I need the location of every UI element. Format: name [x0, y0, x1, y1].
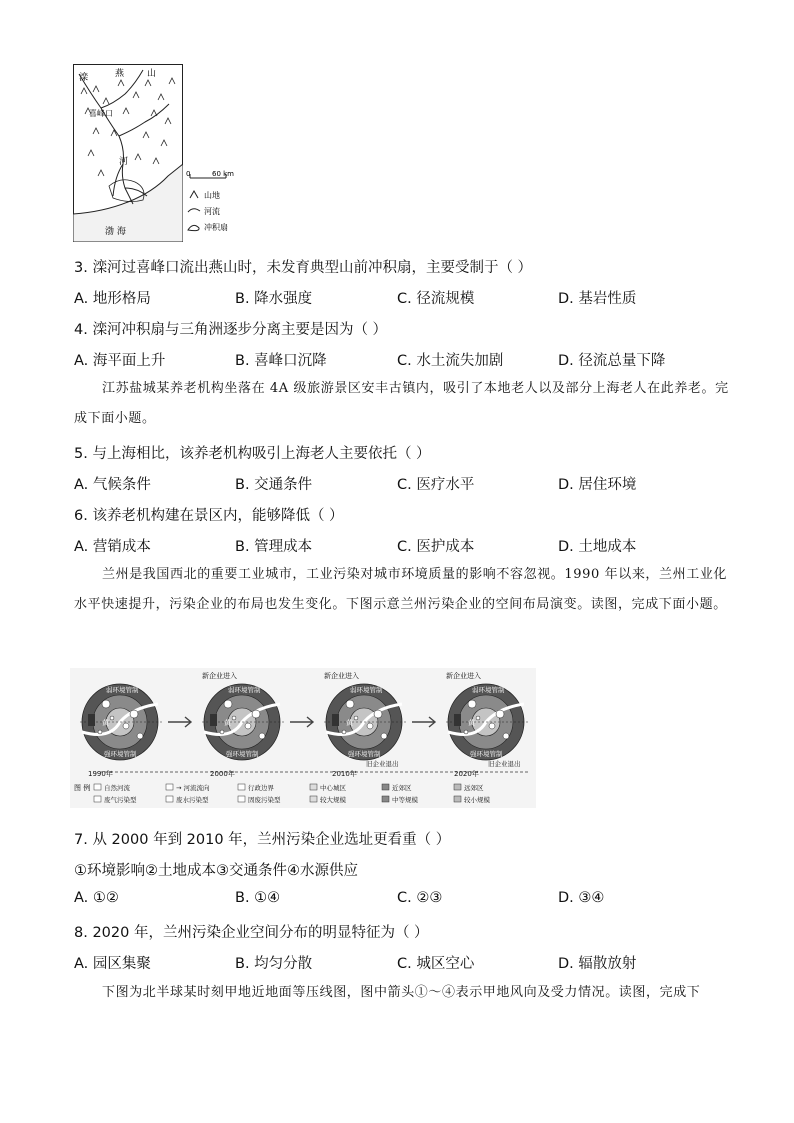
mountain-icon [190, 191, 198, 198]
map-label-bohai: 渤 海 [105, 227, 126, 237]
legend-label-mountain: 山地 [204, 191, 220, 200]
legend-item-label: 远郊区 [464, 784, 484, 792]
enterprise-marker [374, 710, 382, 718]
map-label-xifengkou: 喜峰口 [89, 109, 113, 118]
scale-zero: 0 [186, 170, 191, 178]
question-5-stem: 5. 与上海相比，该养老机构吸引上海老人主要依托（ ） [74, 446, 431, 462]
exhaust-enterprise-block [210, 714, 217, 726]
exhaust-enterprise-block [454, 714, 461, 726]
passage-lanzhou: 兰州是我国西北的重要工业城市，工业污染对城市环境质量的影响不容忽视。1990 年以来，兰州工业化水平快速提升，污染企业的布局也发生变化。下图示意兰州污染企业的空间布局演变。读图，完成下面小题。 [74, 567, 728, 612]
q5-option-a[interactable]: A. 气候条件 [74, 477, 151, 493]
weak-regulation-label: 弱环境管制 [350, 686, 383, 694]
enterprise-marker [110, 716, 114, 720]
diagram-legend-title: 图 例 [74, 784, 91, 792]
map-label-he: 河 [119, 157, 129, 167]
q5-option-c[interactable]: C. 医疗水平 [397, 477, 475, 493]
lanzhou-pollution-layout-diagram [70, 668, 536, 808]
passage-jiangsu: 江苏盐城某养老机构坐落在 4A 级旅游景区安丰古镇内，吸引了本地老人以及部分上海老人在此养老。完成下面小题。 [74, 381, 729, 426]
legend-swatch [238, 796, 245, 802]
q8-option-a[interactable]: A. 园区集聚 [74, 956, 151, 972]
legend-item-label: 近郊区 [392, 784, 412, 792]
map-label-yan: 燕 [115, 69, 125, 79]
q4-option-b[interactable]: B. 喜峰口沉降 [235, 353, 327, 369]
river-icon [188, 209, 200, 212]
legend-item-label: 行政边界 [248, 784, 274, 792]
map-label-luan: 滦 [79, 73, 89, 83]
legend-swatch [382, 796, 389, 802]
legend-swatch [94, 796, 101, 802]
exhaust-enterprise-block [332, 714, 339, 726]
enterprise-marker [130, 710, 138, 718]
q6-option-a[interactable]: A. 营销成本 [74, 539, 151, 555]
river-label: 黄 [224, 719, 231, 727]
question-7-stem: 7. 从 2000 年到 2010 年，兰州污染企业选址更看重（ ） [74, 832, 451, 848]
q8-option-d[interactable]: D. 辐散放射 [558, 956, 637, 972]
enterprise-marker [123, 723, 129, 729]
old-enterprise-exit-label: 旧企业退出 [488, 760, 521, 768]
strong-regulation-label: 强环境管制 [226, 750, 259, 758]
enterprise-marker [496, 710, 504, 718]
q3-option-c[interactable]: C. 径流规模 [397, 291, 475, 307]
q3-option-b[interactable]: B. 降水强度 [235, 291, 313, 307]
enterprise-marker [381, 733, 387, 739]
question-6-stem: 6. 该养老机构建在景区内，能够降低（ ） [74, 508, 344, 524]
river-label: 黄 [102, 719, 109, 727]
q5-option-b[interactable]: B. 交通条件 [235, 477, 313, 493]
legend-item-label: 固废污染型 [248, 796, 281, 804]
enterprise-marker [232, 716, 236, 720]
map-legend [186, 168, 246, 240]
enterprise-marker [98, 730, 102, 734]
enterprise-marker [245, 723, 251, 729]
legend-item-label: → 河流流向 [176, 784, 210, 792]
q6-option-c[interactable]: C. 医护成本 [397, 539, 475, 555]
enterprise-marker [468, 700, 476, 708]
stage-year-label: 2020年 [454, 770, 479, 778]
legend-swatch [382, 784, 389, 790]
enterprise-marker [259, 733, 265, 739]
new-enterprise-label: 新企业进入 [202, 672, 237, 680]
q5-option-d[interactable]: D. 居住环境 [558, 477, 637, 493]
q6-option-b[interactable]: B. 管理成本 [235, 539, 313, 555]
legend-swatch [310, 796, 317, 802]
q7-option-a[interactable]: A. ①② [74, 890, 119, 906]
legend-swatch [166, 784, 173, 790]
q6-option-d[interactable]: D. 土地成本 [558, 539, 637, 555]
map-label-shan: 山 [147, 69, 157, 79]
exhaust-enterprise-block [88, 714, 95, 726]
new-enterprise-label: 新企业进入 [324, 672, 359, 680]
weak-regulation-label: 弱环境管制 [106, 686, 139, 694]
scale-distance: 60 km [212, 170, 235, 178]
new-enterprise-label: 新企业进入 [446, 672, 481, 680]
legend-swatch [454, 784, 461, 790]
enterprise-marker [102, 700, 110, 708]
question-3-stem: 3. 滦河过喜峰口流出燕山时，未发育典型山前冲积扇，主要受制于（ ） [74, 260, 533, 276]
q7-option-c[interactable]: C. ②③ [397, 890, 443, 906]
enterprise-marker [346, 700, 354, 708]
q3-option-a[interactable]: A. 地形格局 [74, 291, 151, 307]
old-enterprise-exit-label: 旧企业退出 [366, 760, 399, 768]
q4-option-c[interactable]: C. 水土流失加剧 [397, 353, 504, 369]
enterprise-marker [503, 733, 509, 739]
enterprise-marker [367, 723, 373, 729]
legend-item-label: 较小规模 [464, 796, 490, 804]
stage-year-label: 2000年 [210, 770, 235, 778]
enterprise-marker [464, 730, 468, 734]
legend-label-river: 河流 [204, 207, 220, 216]
question-7-sub: ①环境影响②土地成本③交通条件④水源供应 [74, 863, 358, 879]
river-label: 黄 [468, 719, 475, 727]
legend-swatch [166, 796, 173, 802]
enterprise-marker [220, 730, 224, 734]
enterprise-marker [137, 733, 143, 739]
legend-item-label: 废水污染型 [176, 796, 209, 804]
enterprise-marker [476, 716, 480, 720]
q7-option-d[interactable]: D. ③④ [558, 890, 605, 906]
q8-option-c[interactable]: C. 城区空心 [397, 956, 475, 972]
luanhe-map-figure [73, 64, 183, 242]
legend-swatch [238, 784, 245, 790]
weak-regulation-label: 弱环境管制 [472, 686, 505, 694]
legend-swatch [310, 784, 317, 790]
legend-item-label: 废气污染型 [104, 796, 137, 804]
enterprise-marker [224, 700, 232, 708]
weak-regulation-label: 弱环境管制 [228, 686, 261, 694]
enterprise-marker [342, 730, 346, 734]
strong-regulation-label: 强环境管制 [470, 750, 503, 758]
q3-option-d[interactable]: D. 基岩性质 [558, 291, 637, 307]
passage-isobar: 下图为北半球某时刻甲地近地面等压线图，图中箭头①～④表示甲地风向及受力情况。读图，完成下 [102, 985, 701, 1000]
enterprise-marker [252, 710, 260, 718]
stage-year-label: 1990年 [88, 770, 113, 778]
stage-year-label: 2010年 [332, 770, 357, 778]
legend-item-label: 中心城区 [320, 784, 346, 792]
question-8-stem: 8. 2020 年，兰州污染企业空间分布的明显特征为（ ） [74, 925, 429, 941]
legend-item-label: 自然河流 [104, 784, 130, 792]
enterprise-marker [489, 723, 495, 729]
strong-regulation-label: 强环境管制 [348, 750, 381, 758]
q4-option-a[interactable]: A. 海平面上升 [74, 353, 166, 369]
legend-item-label: 中等规模 [392, 796, 418, 804]
alluvial-fan-icon [188, 225, 199, 230]
legend-swatch [454, 796, 461, 802]
legend-swatch [94, 784, 101, 790]
enterprise-marker [354, 716, 358, 720]
river-label: 黄 [346, 719, 353, 727]
q8-option-b[interactable]: B. 均匀分散 [235, 956, 313, 972]
q4-option-d[interactable]: D. 径流总量下降 [558, 353, 666, 369]
strong-regulation-label: 强环境管制 [104, 750, 137, 758]
legend-label-fan: 冲积扇 [204, 223, 228, 232]
q7-option-b[interactable]: B. ①④ [235, 890, 281, 906]
legend-item-label: 较大规模 [320, 796, 346, 804]
question-4-stem: 4. 滦河冲积扇与三角洲逐步分离主要是因为（ ） [74, 322, 388, 338]
